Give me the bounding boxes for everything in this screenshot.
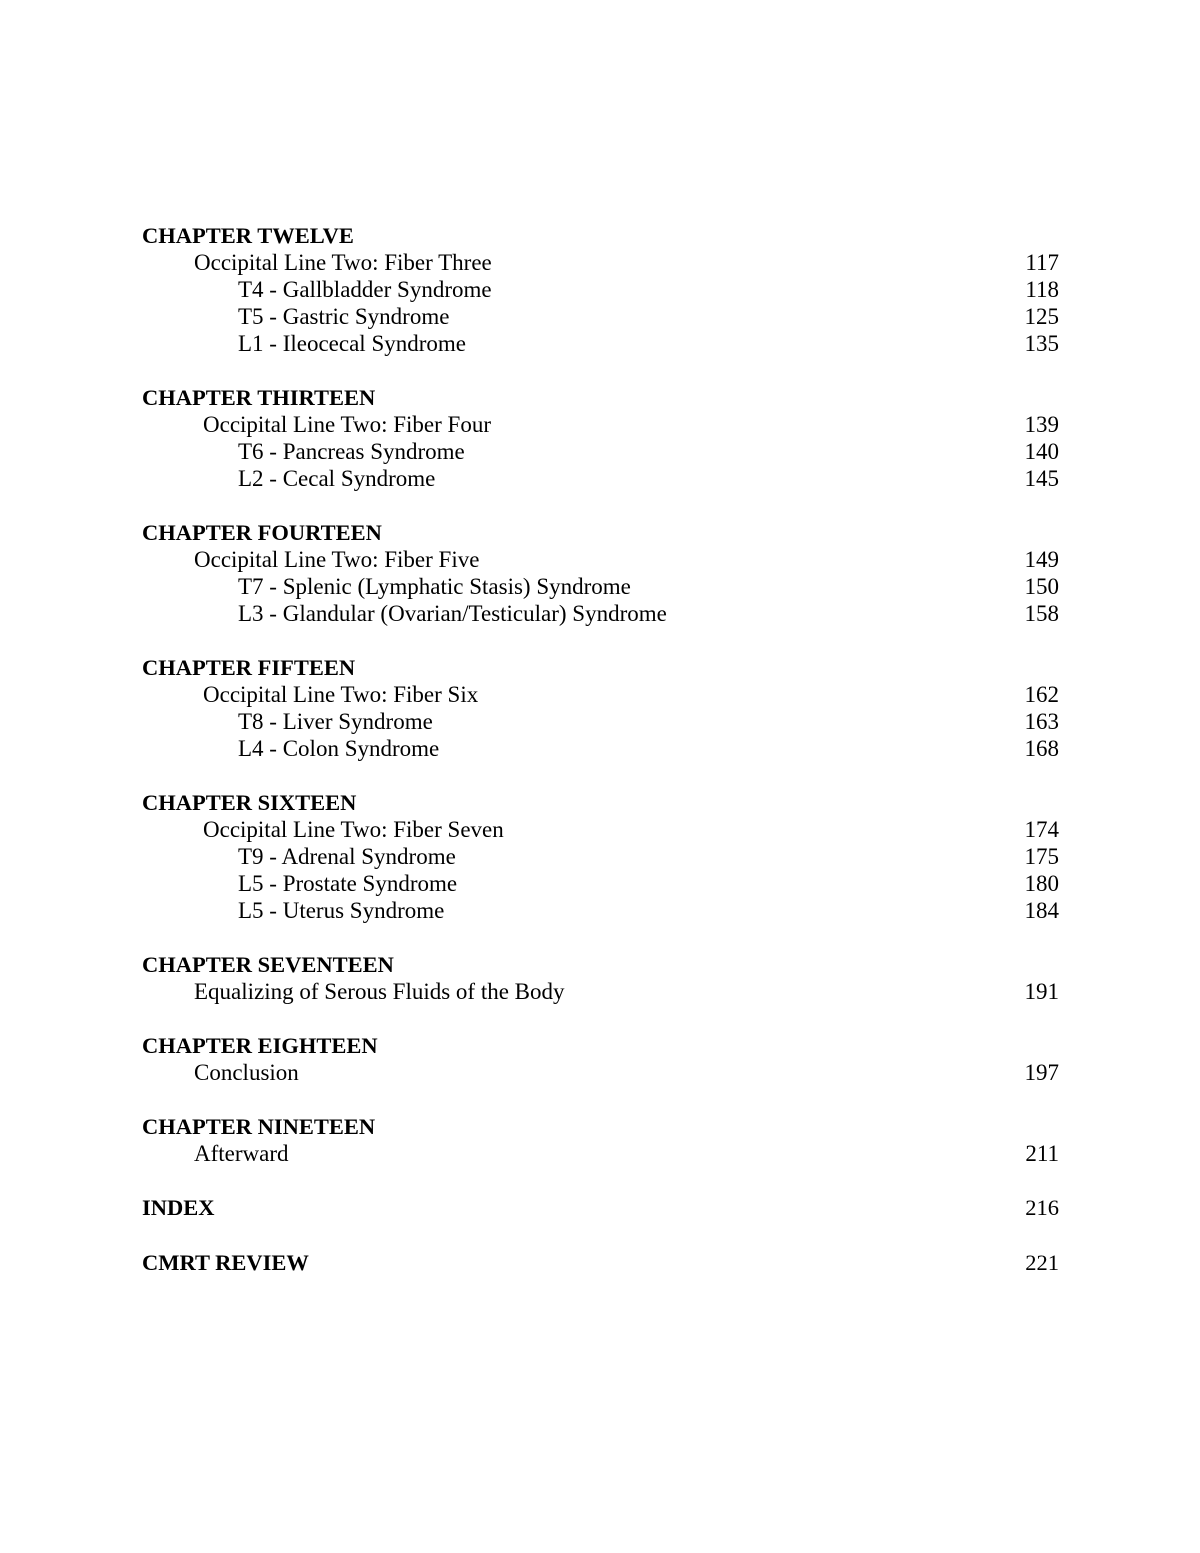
toc-entry[interactable] bbox=[142, 411, 1059, 438]
entry-title: L5 - Uterus Syndrome bbox=[238, 898, 445, 923]
page-number: 211 bbox=[1025, 1141, 1059, 1166]
toc-entry[interactable] bbox=[142, 546, 1059, 573]
toc-entry[interactable] bbox=[142, 735, 1059, 762]
page-number: 168 bbox=[1024, 736, 1059, 761]
entry-title: Equalizing of Serous Fluids of the Body bbox=[194, 979, 565, 1004]
chapter-nineteen-section bbox=[142, 1113, 1059, 1167]
entry-title: Occipital Line Two: Fiber Six bbox=[203, 682, 479, 707]
chapter-thirteen-section bbox=[142, 384, 1059, 492]
toc-entry[interactable] bbox=[142, 276, 1059, 303]
entry-title: T5 - Gastric Syndrome bbox=[238, 304, 450, 329]
page-number: 150 bbox=[1024, 574, 1059, 599]
page-number: 221 bbox=[1025, 1250, 1059, 1275]
page-number: 197 bbox=[1024, 1060, 1059, 1085]
review-heading: CMRT REVIEW bbox=[142, 1250, 309, 1275]
toc-entry[interactable] bbox=[142, 330, 1059, 357]
page-number: 145 bbox=[1024, 466, 1059, 491]
toc-entry[interactable] bbox=[142, 600, 1059, 627]
page-number: 139 bbox=[1024, 412, 1059, 437]
entry-title: Occipital Line Two: Fiber Seven bbox=[203, 817, 504, 842]
entry-title: Occipital Line Two: Fiber Four bbox=[203, 412, 491, 437]
toc-entry[interactable] bbox=[142, 438, 1059, 465]
toc-entry[interactable] bbox=[142, 1140, 1059, 1167]
toc-entry[interactable] bbox=[142, 816, 1059, 843]
page-number: 216 bbox=[1025, 1195, 1059, 1220]
page-number: 158 bbox=[1024, 601, 1059, 626]
toc-entry[interactable] bbox=[142, 978, 1059, 1005]
page-number: 149 bbox=[1024, 547, 1059, 572]
page-number: 125 bbox=[1024, 304, 1059, 329]
chapter-seventeen-section bbox=[142, 951, 1059, 1005]
page-number: 175 bbox=[1024, 844, 1059, 869]
chapter-heading: CHAPTER TWELVE bbox=[142, 223, 354, 248]
toc-entry[interactable] bbox=[142, 681, 1059, 708]
page-number: 162 bbox=[1024, 682, 1059, 707]
entry-title: L1 - Ileocecal Syndrome bbox=[238, 331, 466, 356]
chapter-twelve-section bbox=[142, 222, 1059, 357]
toc-entry[interactable] bbox=[142, 249, 1059, 276]
chapter-heading: CHAPTER SEVENTEEN bbox=[142, 952, 394, 977]
chapter-fifteen-section bbox=[142, 654, 1059, 762]
entry-title: T8 - Liver Syndrome bbox=[238, 709, 433, 734]
entry-title: T9 - Adrenal Syndrome bbox=[238, 844, 456, 869]
chapter-heading: CHAPTER FOURTEEN bbox=[142, 520, 382, 545]
chapter-heading: CHAPTER NINETEEN bbox=[142, 1114, 376, 1139]
entry-title: T6 - Pancreas Syndrome bbox=[238, 439, 465, 464]
toc-entry-index[interactable] bbox=[142, 1194, 1059, 1221]
page-number: 140 bbox=[1024, 439, 1059, 464]
index-heading: INDEX bbox=[142, 1195, 215, 1220]
entry-title: L3 - Glandular (Ovarian/Testicular) Syndrome bbox=[238, 601, 667, 626]
table-of-contents bbox=[142, 222, 1059, 1304]
toc-entry[interactable] bbox=[142, 708, 1059, 735]
page-number: 180 bbox=[1024, 871, 1059, 896]
entry-title: T4 - Gallbladder Syndrome bbox=[238, 277, 492, 302]
page-number: 163 bbox=[1024, 709, 1059, 734]
entry-title: Occipital Line Two: Fiber Five bbox=[194, 547, 480, 572]
toc-entry[interactable] bbox=[142, 303, 1059, 330]
page-number: 174 bbox=[1024, 817, 1059, 842]
entry-title: Conclusion bbox=[194, 1060, 299, 1085]
chapter-sixteen-section bbox=[142, 789, 1059, 924]
chapter-heading: CHAPTER THIRTEEN bbox=[142, 385, 376, 410]
chapter-heading: CHAPTER EIGHTEEN bbox=[142, 1033, 378, 1058]
toc-entry[interactable] bbox=[142, 843, 1059, 870]
review-section bbox=[142, 1249, 1059, 1276]
page-number: 184 bbox=[1024, 898, 1059, 923]
toc-entry[interactable] bbox=[142, 573, 1059, 600]
entry-title: L4 - Colon Syndrome bbox=[238, 736, 440, 761]
page-number: 135 bbox=[1024, 331, 1059, 356]
toc-entry[interactable] bbox=[142, 1059, 1059, 1086]
chapter-heading: CHAPTER SIXTEEN bbox=[142, 790, 357, 815]
chapter-eighteen-section bbox=[142, 1032, 1059, 1086]
entry-title: L5 - Prostate Syndrome bbox=[238, 871, 458, 896]
toc-entry[interactable] bbox=[142, 870, 1059, 897]
chapter-fourteen-section bbox=[142, 519, 1059, 627]
page-number: 117 bbox=[1025, 250, 1059, 275]
entry-title: L2 - Cecal Syndrome bbox=[238, 466, 436, 491]
index-section bbox=[142, 1194, 1059, 1221]
entry-title: Occipital Line Two: Fiber Three bbox=[194, 250, 492, 275]
toc-entry[interactable] bbox=[142, 897, 1059, 924]
chapter-heading: CHAPTER FIFTEEN bbox=[142, 655, 356, 680]
entry-title: T7 - Splenic (Lymphatic Stasis) Syndrome bbox=[238, 574, 631, 599]
page-number: 118 bbox=[1025, 277, 1059, 302]
entry-title: Afterward bbox=[194, 1141, 289, 1166]
page-number: 191 bbox=[1024, 979, 1059, 1004]
toc-entry[interactable] bbox=[142, 465, 1059, 492]
toc-entry-review[interactable] bbox=[142, 1249, 1059, 1276]
